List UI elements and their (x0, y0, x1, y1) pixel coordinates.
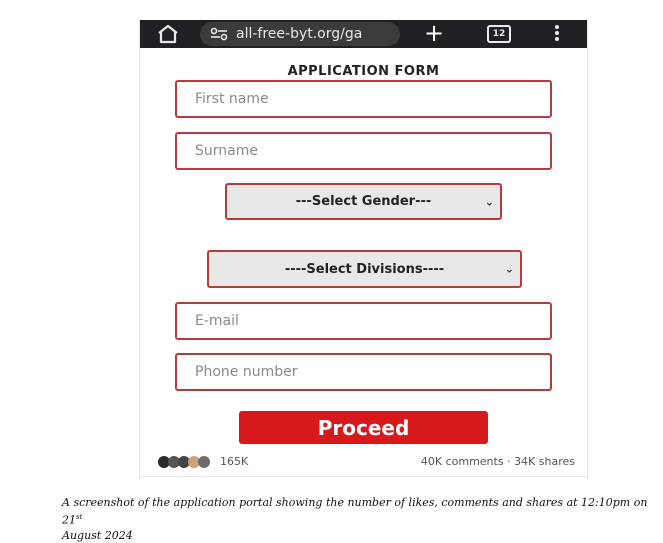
url-text[interactable]: all-free-byt.org/ga (236, 26, 363, 42)
caption-superscript: st (76, 513, 83, 521)
comments-shares-count[interactable]: 40K comments · 34K shares (420, 455, 575, 468)
phone-input[interactable] (175, 353, 552, 391)
chevron-down-icon: ⌄ (504, 262, 514, 276)
chevron-down-icon: ⌄ (484, 195, 494, 208)
address-bar[interactable] (200, 22, 400, 46)
social-stats-bar (140, 450, 587, 474)
phone-screen (139, 20, 588, 480)
first-name-input[interactable] (175, 80, 552, 118)
menu-icon[interactable] (554, 24, 560, 44)
proceed-button[interactable]: Proceed (239, 411, 488, 444)
reaction-avatars[interactable] (158, 456, 214, 468)
avatar (198, 456, 210, 468)
caption-date: August 2024 (62, 528, 133, 542)
likes-count[interactable]: 165K (220, 455, 249, 468)
gender-select-label: ---Select Gender--- (295, 194, 432, 209)
home-icon[interactable] (156, 24, 180, 44)
form-title: APPLICATION FORM (287, 64, 440, 79)
tabs-icon[interactable]: 12 (487, 25, 511, 43)
browser-toolbar (140, 20, 587, 48)
surname-input[interactable] (175, 132, 552, 170)
tune-icon[interactable] (210, 27, 228, 41)
divisions-select[interactable] (207, 250, 522, 288)
divisions-select-label: ----Select Divisions---- (284, 261, 445, 277)
gender-select[interactable] (225, 183, 502, 220)
plus-icon[interactable]: + (423, 20, 445, 47)
email-input[interactable] (175, 302, 552, 340)
caption-text: A screenshot of the application portal showing the number of likes, comments and shares at 12:10pm on 21 (62, 496, 648, 527)
divider (140, 476, 587, 477)
figure-caption (62, 495, 652, 543)
